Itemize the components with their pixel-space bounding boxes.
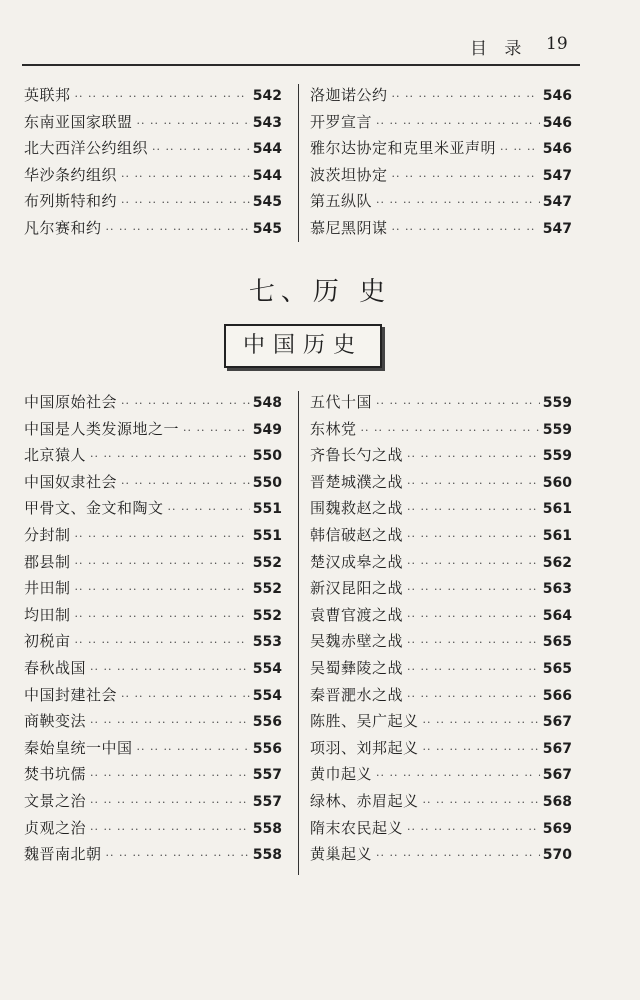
dot-leader xyxy=(500,137,540,164)
dot-leader xyxy=(376,843,540,870)
dot-leader xyxy=(137,737,250,764)
toc-entry-title: 围魏救赵之战 xyxy=(310,499,404,518)
dot-leader xyxy=(75,630,250,657)
toc-entry-page: 543 xyxy=(252,114,282,131)
toc-entry xyxy=(310,109,572,136)
toc-entry-page: 570 xyxy=(542,847,572,864)
dot-leader xyxy=(361,418,540,445)
toc-entry-title: 慕尼黑阴谋 xyxy=(310,218,388,237)
toc-entry-title: 韩信破赵之战 xyxy=(310,525,404,544)
dot-leader xyxy=(90,763,250,790)
toc-entry-title: 新汉昆阳之战 xyxy=(310,579,404,598)
toc-entry-page: 567 xyxy=(542,740,572,757)
toc-entry xyxy=(24,575,282,602)
toc-entry-page: 550 xyxy=(252,448,282,465)
dot-leader xyxy=(137,111,250,138)
toc-column-right xyxy=(310,389,572,868)
toc-entry xyxy=(310,841,572,868)
dot-leader xyxy=(392,217,540,244)
toc-entry-page: 547 xyxy=(542,194,572,211)
toc-entry-title: 楚汉成皋之战 xyxy=(310,552,404,571)
toc-entry-page: 546 xyxy=(542,114,572,131)
toc-entry-title: 文景之治 xyxy=(24,791,87,810)
toc-entry-page: 547 xyxy=(542,167,572,184)
header-title: 目 录 xyxy=(470,39,528,59)
toc-entry-page: 566 xyxy=(542,687,572,704)
toc-entry xyxy=(310,815,572,842)
toc-entry-page: 565 xyxy=(542,634,572,651)
toc-entry-title: 袁曹官渡之战 xyxy=(310,605,404,624)
toc-entry-page: 544 xyxy=(252,167,282,184)
toc-entry-title: 五代十国 xyxy=(310,393,373,411)
toc-entry-page: 557 xyxy=(252,793,282,810)
toc-entry xyxy=(310,575,572,602)
toc-entry-page: 552 xyxy=(252,554,282,571)
toc-entry-page: 568 xyxy=(542,793,572,810)
toc-block-main xyxy=(22,389,578,874)
toc-entry-page: 557 xyxy=(252,767,282,784)
toc-entry-title: 洛迦诺公约 xyxy=(310,86,388,104)
toc-entry-title: 东林党 xyxy=(310,419,357,438)
toc-entry-page: 561 xyxy=(542,501,572,518)
toc-entry-title: 开罗宣言 xyxy=(310,112,373,131)
dot-leader xyxy=(121,471,250,498)
toc-column-left xyxy=(24,389,282,868)
dot-leader xyxy=(376,111,540,138)
toc-entry xyxy=(24,188,282,215)
dot-leader xyxy=(376,190,540,217)
toc-entry-page: 550 xyxy=(252,474,282,491)
toc-entry xyxy=(310,708,572,735)
toc-entry-page: 561 xyxy=(542,527,572,544)
toc-entry-title: 贞观之治 xyxy=(24,818,87,837)
column-divider xyxy=(298,84,299,242)
toc-entry-page: 542 xyxy=(252,88,282,104)
dot-leader xyxy=(75,577,250,604)
dot-leader xyxy=(121,164,250,191)
toc-entry-title: 隋末农民起义 xyxy=(310,818,404,837)
toc-entry-title: 中国封建社会 xyxy=(24,685,118,704)
dot-leader xyxy=(407,577,540,604)
toc-entry xyxy=(24,416,282,443)
dot-leader xyxy=(407,817,540,844)
dot-leader xyxy=(423,790,540,817)
toc-entry-title: 凡尔赛和约 xyxy=(24,218,102,237)
toc-entry-title: 波茨坦协定 xyxy=(310,165,388,184)
toc-entry-page: 563 xyxy=(542,581,572,598)
toc-entry xyxy=(24,602,282,629)
toc-entry-page: 545 xyxy=(252,220,282,237)
toc-entry-page: 552 xyxy=(252,607,282,624)
toc-entry-page: 545 xyxy=(252,194,282,211)
toc-entry xyxy=(24,628,282,655)
page-header xyxy=(0,34,640,58)
section-title: 七、历 史 xyxy=(248,277,392,307)
toc-entry xyxy=(310,442,572,469)
toc-entry-page: 559 xyxy=(542,421,572,438)
toc-entry xyxy=(24,788,282,815)
toc-entry-title: 陈胜、吴广起义 xyxy=(310,712,419,731)
toc-entry xyxy=(310,188,572,215)
toc-entry xyxy=(24,761,282,788)
toc-entry-page: 548 xyxy=(252,395,282,411)
toc-entry-title: 分封制 xyxy=(24,525,71,544)
toc-entry xyxy=(24,841,282,868)
toc-entry-page: 551 xyxy=(252,527,282,544)
toc-entry xyxy=(310,655,572,682)
dot-leader xyxy=(407,497,540,524)
toc-entry-page: 552 xyxy=(252,581,282,598)
toc-entry xyxy=(310,788,572,815)
toc-entry-title: 中国原始社会 xyxy=(24,393,118,411)
dot-leader xyxy=(423,710,540,737)
toc-entry-page: 559 xyxy=(542,448,572,465)
dot-leader xyxy=(183,418,250,445)
toc-entry xyxy=(310,389,572,416)
dot-leader xyxy=(121,190,250,217)
toc-entry-title: 吴蜀彝陵之战 xyxy=(310,658,404,677)
toc-entry xyxy=(24,708,282,735)
toc-entry-page: 567 xyxy=(542,767,572,784)
toc-entry-title: 英联邦 xyxy=(24,86,71,104)
toc-entry-page: 558 xyxy=(252,847,282,864)
toc-entry-title: 秦始皇统一中国 xyxy=(24,738,133,757)
toc-entry xyxy=(24,815,282,842)
toc-entry xyxy=(310,735,572,762)
toc-entry-title: 华沙条约组织 xyxy=(24,165,118,184)
dot-leader xyxy=(407,444,540,471)
dot-leader xyxy=(106,217,250,244)
toc-entry xyxy=(310,495,572,522)
toc-entry-page: 554 xyxy=(252,687,282,704)
toc-entry-page: 546 xyxy=(542,141,572,158)
toc-entry-title: 中国是人类发源地之一 xyxy=(24,419,180,438)
dot-leader xyxy=(90,657,250,684)
toc-entry-page: 554 xyxy=(252,660,282,677)
toc-entry xyxy=(310,215,572,242)
toc-entry xyxy=(24,389,282,416)
dot-leader xyxy=(376,391,540,418)
toc-entry-title: 均田制 xyxy=(24,605,71,624)
dot-leader xyxy=(75,604,250,631)
toc-entry-title: 第五纵队 xyxy=(310,192,373,211)
dot-leader xyxy=(168,497,250,524)
toc-entry xyxy=(310,628,572,655)
toc-entry-title: 春秋战国 xyxy=(24,658,87,677)
toc-entry-title: 雅尔达协定和克里米亚声明 xyxy=(310,139,497,158)
toc-entry xyxy=(24,469,282,496)
toc-entry-page: 559 xyxy=(542,395,572,411)
toc-entry xyxy=(24,522,282,549)
toc-entry xyxy=(24,135,282,162)
toc-entry-title: 项羽、刘邦起义 xyxy=(310,738,419,757)
toc-entry xyxy=(310,549,572,576)
dot-leader xyxy=(75,84,250,111)
header-page-number: 19 xyxy=(546,34,568,54)
dot-leader xyxy=(407,630,540,657)
toc-entry-title: 黄巾起义 xyxy=(310,765,373,784)
toc-column-right xyxy=(310,82,572,242)
dot-leader xyxy=(90,444,250,471)
toc-entry-page: 562 xyxy=(542,554,572,571)
dot-leader xyxy=(392,164,540,191)
dot-leader xyxy=(407,551,540,578)
toc-entry-page: 544 xyxy=(252,141,282,158)
toc-entry-page: 556 xyxy=(252,740,282,757)
toc-entry-page: 560 xyxy=(542,474,572,491)
toc-entry xyxy=(24,215,282,242)
toc-entry-title: 甲骨文、金文和陶文 xyxy=(24,499,164,518)
toc-entry-title: 绿林、赤眉起义 xyxy=(310,791,419,810)
toc-entry-title: 焚书坑儒 xyxy=(24,765,87,784)
toc-entry xyxy=(310,162,572,189)
toc-entry-title: 秦晋淝水之战 xyxy=(310,685,404,704)
dot-leader xyxy=(407,657,540,684)
toc-entry xyxy=(24,109,282,136)
toc-entry xyxy=(310,416,572,443)
dot-leader xyxy=(121,684,250,711)
dot-leader xyxy=(376,763,540,790)
toc-entry xyxy=(24,82,282,109)
toc-entry-title: 魏晋南北朝 xyxy=(24,845,102,864)
toc-entry-title: 北大西洋公约组织 xyxy=(24,139,149,158)
toc-entry-page: 553 xyxy=(252,634,282,651)
toc-entry-page: 569 xyxy=(542,820,572,837)
dot-leader xyxy=(152,137,250,164)
dot-leader xyxy=(90,710,250,737)
toc-entry-page: 565 xyxy=(542,660,572,677)
toc-entry xyxy=(24,442,282,469)
toc-entry-page: 556 xyxy=(252,714,282,731)
dot-leader xyxy=(106,843,250,870)
toc-entry-page: 551 xyxy=(252,501,282,518)
toc-entry xyxy=(310,82,572,109)
toc-entry-title: 东南亚国家联盟 xyxy=(24,112,133,131)
dot-leader xyxy=(392,84,540,111)
dot-leader xyxy=(121,391,250,418)
dot-leader xyxy=(407,684,540,711)
column-divider xyxy=(298,391,299,875)
header-rule xyxy=(22,64,580,66)
toc-entry-title: 晋楚城濮之战 xyxy=(310,472,404,491)
toc-column-left xyxy=(24,82,282,242)
dot-leader xyxy=(407,604,540,631)
toc-entry-title: 吴魏赤壁之战 xyxy=(310,632,404,651)
toc-block-top xyxy=(22,82,578,247)
dot-leader xyxy=(423,737,540,764)
toc-entry xyxy=(24,735,282,762)
dot-leader xyxy=(90,790,250,817)
toc-entry-title: 初税亩 xyxy=(24,632,71,651)
toc-entry xyxy=(24,549,282,576)
toc-entry-title: 中国奴隶社会 xyxy=(24,472,118,491)
toc-entry-title: 黄巢起义 xyxy=(310,845,373,864)
toc-entry xyxy=(310,522,572,549)
toc-entry-page: 567 xyxy=(542,714,572,731)
toc-entry-title: 布列斯特和约 xyxy=(24,192,118,211)
dot-leader xyxy=(75,524,250,551)
toc-entry xyxy=(24,655,282,682)
toc-entry-title: 井田制 xyxy=(24,579,71,598)
toc-entry xyxy=(310,135,572,162)
dot-leader xyxy=(407,524,540,551)
subsection-title-box: 中国历史 xyxy=(224,324,382,368)
toc-entry xyxy=(310,761,572,788)
dot-leader xyxy=(90,817,250,844)
toc-entry-page: 549 xyxy=(252,421,282,438)
toc-entry xyxy=(24,162,282,189)
toc-entry-page: 547 xyxy=(542,220,572,237)
toc-entry xyxy=(24,495,282,522)
toc-entry-page: 564 xyxy=(542,607,572,624)
toc-entry-title: 北京猿人 xyxy=(24,446,87,465)
toc-entry-page: 558 xyxy=(252,820,282,837)
toc-entry xyxy=(310,682,572,709)
toc-entry-title: 商鞅变法 xyxy=(24,712,87,731)
toc-entry xyxy=(310,602,572,629)
dot-leader xyxy=(407,471,540,498)
toc-entry-page: 546 xyxy=(542,88,572,104)
toc-entry-title: 郡县制 xyxy=(24,552,71,571)
toc-entry-title: 齐鲁长勺之战 xyxy=(310,446,404,465)
dot-leader xyxy=(75,551,250,578)
toc-entry xyxy=(24,682,282,709)
toc-entry xyxy=(310,469,572,496)
